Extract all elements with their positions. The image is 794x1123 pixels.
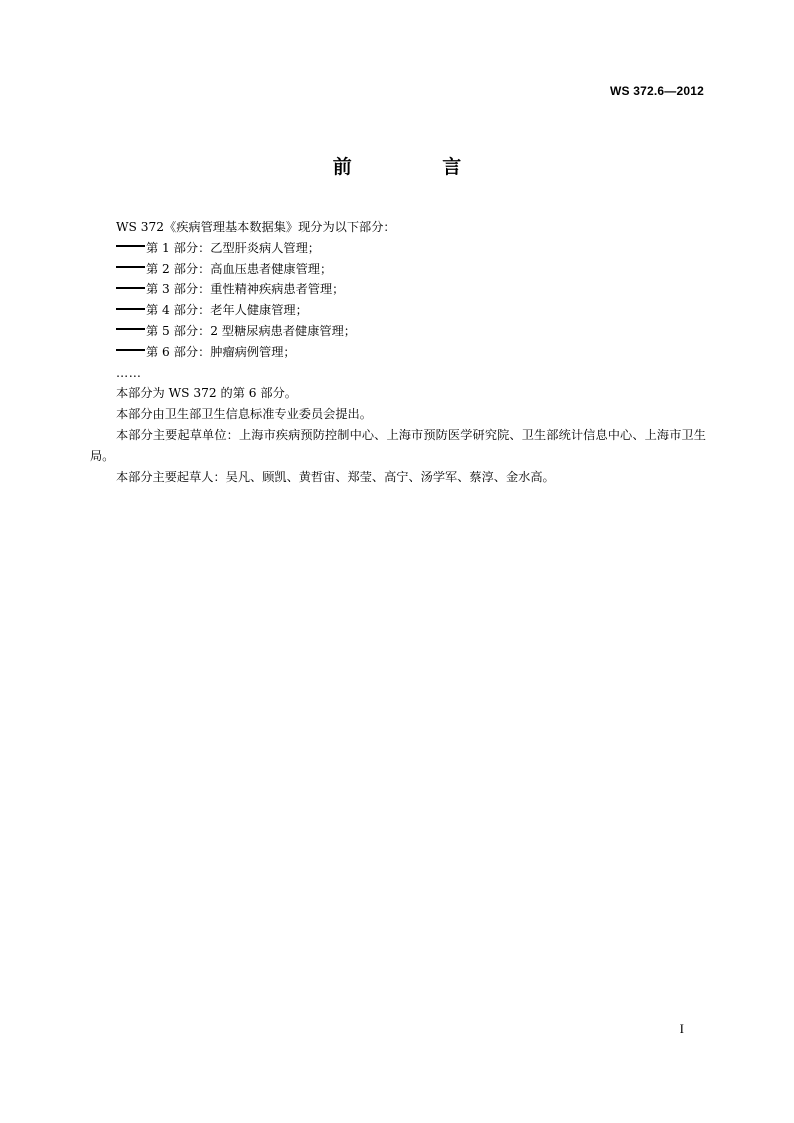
- em-dash-mark: [116, 328, 145, 330]
- proposed-by-statement: 本部分由卫生部卫生信息标准专业委员会提出。: [116, 407, 372, 422]
- list-item: [90, 342, 706, 363]
- em-dash-mark: [116, 349, 145, 351]
- part-label: 第 6 部分：肿瘤病例管理；: [146, 344, 296, 359]
- list-ellipsis: ……: [116, 365, 142, 380]
- part-label: 第 2 部分：高血压患者健康管理；: [146, 261, 333, 276]
- list-item: [90, 321, 706, 342]
- page-number: I: [679, 1021, 684, 1036]
- page-title: 前 言: [332, 156, 504, 178]
- parts-list: [90, 238, 706, 363]
- part-label: 第 1 部分：乙型肝炎病人管理；: [146, 240, 320, 255]
- drafters-statement: 本部分主要起草人：吴凡、顾凯、黄哲宙、郑莹、高宁、汤学军、蔡淳、金水高。: [116, 469, 555, 484]
- list-item: [90, 259, 706, 280]
- em-dash-mark: [116, 308, 145, 310]
- list-item: [90, 300, 706, 321]
- list-item: [90, 238, 706, 259]
- part-label: 第 5 部分：2 型糖尿病患者健康管理；: [146, 323, 356, 338]
- foreword-body: [90, 217, 706, 487]
- em-dash-mark: [116, 245, 145, 247]
- standard-code: WS 372.6—2012: [610, 84, 704, 98]
- em-dash-mark: [116, 287, 145, 289]
- part-label: 第 3 部分：重性精神疾病患者管理；: [146, 282, 345, 297]
- part-label: 第 4 部分：老年人健康管理；: [146, 303, 308, 318]
- list-item: [90, 279, 706, 300]
- em-dash-mark: [116, 266, 145, 268]
- part-of-statement: 本部分为 WS 372 的第 6 部分。: [116, 386, 297, 401]
- intro-paragraph: WS 372《疾病管理基本数据集》现分为以下部分：: [116, 220, 396, 234]
- drafting-units-statement: 本部分主要起草单位：上海市疾病预防控制中心、上海市预防医学研究院、卫生部统计信息中心、上海市卫生局。: [90, 427, 706, 463]
